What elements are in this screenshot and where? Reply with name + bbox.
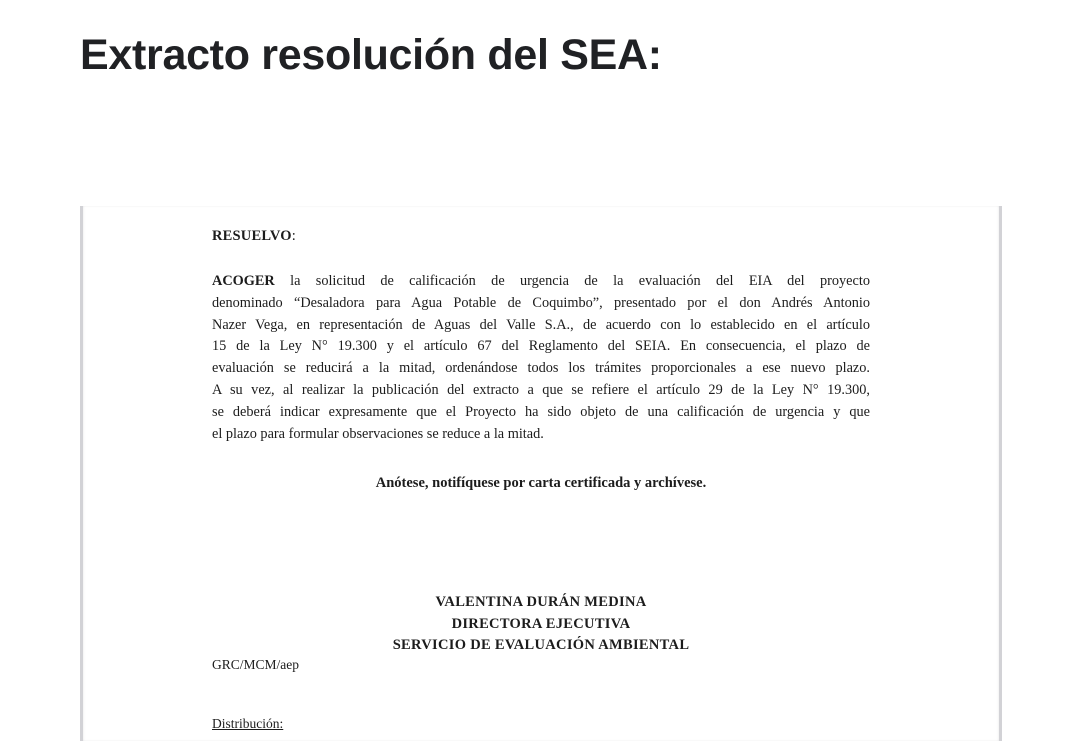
paragraph-line: Nazer Vega, en representación de Aguas del Valle S.A., de acuerdo con lo establecido en el artículo (212, 316, 870, 333)
distribution-label: Distribución: (212, 716, 284, 731)
resuelvo-colon: : (291, 228, 296, 244)
signatory-organization: SERVICIO DE EVALUACIÓN AMBIENTAL (392, 637, 690, 653)
resolution-paragraph (212, 271, 870, 445)
paragraph-line: 15 de la Ley N° 19.300 y el artículo 67 del Reglamento del SEIA. En consecuencia, el plazo de (212, 338, 870, 355)
reference-initials: GRC/MCM/aep (212, 657, 300, 672)
signatory-title: DIRECTORA EJECUTIVA (451, 615, 631, 632)
paragraph-line (212, 271, 870, 293)
paragraph-line: evaluación se reducirá a la mitad, ordenándose todos los trámites proporcionales a ese nuevo plazo. (212, 360, 870, 377)
resuelvo-heading (212, 228, 296, 245)
resuelvo-label: RESUELVO (212, 228, 292, 244)
paragraph-line: se deberá indicar expresamente que el Proyecto ha sido objeto de una calificación de urgencia y que (212, 403, 870, 420)
paragraph-line-text: la solicitud de calificación de urgencia de la evaluación del EIA del proyecto (274, 273, 870, 289)
closing-formula: Anótese, notifíquese por carta certificada y archívese. (375, 475, 707, 491)
paragraph-line: A su vez, al realizar la publicación del extracto a que se refiere el artículo 29 de la Ley N° 19.300, (212, 381, 870, 398)
page-title: Extracto resolución del SEA: (80, 31, 662, 79)
paragraph-line: el plazo para formular observaciones se reduce a la mitad. (212, 425, 544, 442)
signature-block (212, 592, 870, 657)
signatory-name: VALENTINA DURÁN MEDINA (435, 594, 647, 610)
paragraph-line: denominado “Desaladora para Agua Potable de Coquimbo”, presentado por el don Andrés Antonio (212, 294, 870, 311)
resolution-lead-word: ACOGER (212, 273, 275, 289)
